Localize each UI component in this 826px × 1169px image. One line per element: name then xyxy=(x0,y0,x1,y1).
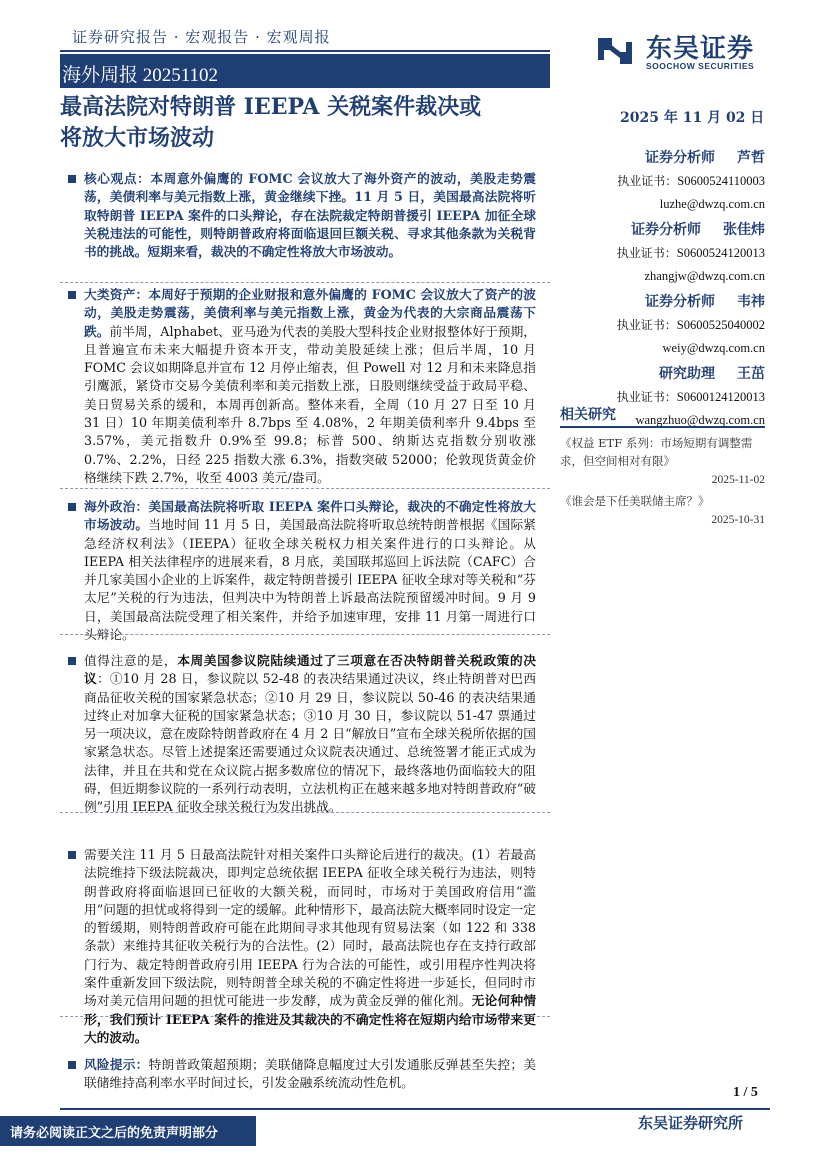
ruling-paragraph xyxy=(66,846,537,1045)
cert-number: S0600524120013 xyxy=(676,246,765,260)
logo-english-name: SOOCHOW SECURITIES xyxy=(646,61,755,71)
analyst-entry xyxy=(560,146,765,216)
asset-lead: 大类资产：本周好于预期的企业财报和意外偏鹰的 FOMC 会议放大了资产的波动，美股走势震荡，美债利率与美元指数上涨，黄金为代表的大宗商品震荡下跌。 xyxy=(84,287,536,339)
footer-divider xyxy=(60,1108,770,1110)
analyst-name: 王茁 xyxy=(737,366,765,382)
institute-name: 东吴证券研究所 xyxy=(638,1114,744,1132)
related-research-date: 2025-11-02 xyxy=(711,474,765,486)
divider xyxy=(60,634,550,635)
divider xyxy=(60,488,550,489)
senate-intro: 值得注意的是， xyxy=(84,653,178,668)
cert-number: S0600525040002 xyxy=(676,318,765,332)
senate-lead: 本周美国参议院陆续通过了三项意在否决特朗普关税政策的决议 xyxy=(84,653,536,687)
analyst-name: 芦哲 xyxy=(737,150,765,166)
divider xyxy=(60,1016,550,1017)
report-series: 海外周报 20251102 xyxy=(62,65,219,86)
report-title-line1: 最高法院对特朗普 IEEPA 关税案件裁决或 xyxy=(60,94,482,120)
asset-text: 前半周，Alphabet、亚马逊为代表的美股大型科技企业财报整体好于预期，且普遍宣布未来大幅提升资本开支，带动美股延续上涨；但后半周，10 月 FOMC 会议如期降息并宣布 12 月停止缩表，但 Powell 对 12 月和未来降息指引鹰派，紧贷市交易今美债利率和美元指数上涨，日股则继续受益于政局平稳、美日贸易关系的缓和，本周再创新高。整体来看，全周（10 月 27 日至 10 月 31 日）10 年期美债利率升 8.7bps 至 4.08%，2 年期美债利率升 9.4bps 至 3.57%，美元指数升 0.9%至 99.8；标普 500、纳斯达克指数分别收涨 0.7%、2.2%，日经 225 指数大涨 6.3%，指数突破 52000；伦敦现货黄金价格继续下跌 2.7%，收至 4003 美元/盎司。 xyxy=(84,323,536,485)
analyst-email[interactable]: weiy@dwzq.com.cn xyxy=(662,341,765,355)
cert-number: S0600524110003 xyxy=(677,174,765,188)
report-date: 2025 年 11 月 02 日 xyxy=(620,110,765,126)
analyst-email[interactable]: zhangjw@dwzq.com.cn xyxy=(644,269,765,283)
report-title-line2: 将放大市场波动 xyxy=(60,125,215,151)
politics-paragraph xyxy=(66,498,536,643)
related-research-date: 2025-10-31 xyxy=(711,514,765,526)
related-research-title: 相关研究 xyxy=(560,404,765,428)
analyst-entry xyxy=(560,218,765,288)
related-research xyxy=(560,404,765,526)
divider xyxy=(60,282,550,283)
page-number: 1 / 5 xyxy=(733,1085,758,1100)
logo-chinese-name: 东吴证券 xyxy=(646,34,755,64)
politics-text: 当地时间 11 月 5 日，美国最高法院将听取总统特朗普根据《国际紧急经济权利法》（IEEPA）征收全球关税权力相关案件进行的口头辩论。从 IEEPA 相关法律程序的进展来看，8 月底，美国联邦巡回上诉法院（CAFC）合并几家美国小企业的上诉案件，裁定特朗普援引 IEEPA 征收全球对等关税和“芬太尼”关税的行为违法，但判决中为特朗普上诉最高法院预留缓冲时间。9 月 9 日，美国最高法院受理了相关案件，并给予加速审理，安排 11 月第一周进行口头辩论。 xyxy=(84,517,536,643)
analyst-role: 证券分析师 xyxy=(631,222,701,238)
disclaimer-text: 请务必阅读正文之后的免责声明部分 xyxy=(10,1126,219,1141)
analyst-name: 张佳炜 xyxy=(723,222,765,238)
politics-lead: 海外政治：美国最高法院将听取 IEEPA 案件口头辩论，裁决的不确定性将放大市场波动。 xyxy=(84,499,536,533)
analyst-email[interactable]: luzhe@dwzq.com.cn xyxy=(659,197,765,211)
analyst-name: 韦祎 xyxy=(737,294,765,310)
analyst-role: 研究助理 xyxy=(659,366,715,382)
asset-paragraph xyxy=(66,286,536,485)
report-body xyxy=(66,170,536,1093)
risk-lead: 风险提示： xyxy=(84,1057,149,1072)
cert-number: S0600124120013 xyxy=(676,390,765,404)
report-category: 证券研究报告 · 宏观报告 · 宏观周报 xyxy=(72,28,331,46)
divider xyxy=(60,812,550,813)
cert-label: 执业证书： xyxy=(616,318,677,332)
analyst-list xyxy=(560,146,765,434)
ruling-text: 需要关注 11 月 5 日最高法院针对相关案件口头辩论后进行的裁决。(1）若最高法院维持下级法院裁决，即判定总统依据 IEEPA 征收全球关税行为违法，则特朗普政府将面临退回已征收的大额关税，而同时，市场对于美国政府信用“滥用”问题的担忧或将得到一定的缓解。此种情形下，最高法院大概率同时设定一定的暂缓期，则特朗普政府可能在此期间寻求其他现有贸易法案（如 122 和 338 条款）来维持其征收关税行为的合法性。(2）同时，最高法院也存在支持行政部门行为、裁定特朗普政府引用 IEEPA 行为合法的可能性，或引用程序性判决将案件重新发回下级法院，则特朗普全球关税的不确定性将进一步延长，但同时市场对美元信用问题的担忧可能进一步发酵，成为黄金反弹的催化剂。 xyxy=(84,847,536,1009)
senate-paragraph xyxy=(66,652,536,826)
senate-text: ：①10 月 28 日，参议院以 52-48 的表决结果通过决议，终止特朗普对巴西商品征收关税的国家紧急状态；②10 月 29 日，参议院以 50-46 的表决结果通过终止对加拿大征税的国家紧急状态；③10 月 30 日，参议院以 51-47 票通过另一项决议，意在废除特朗普政府在 4 月 2 日“解放日”宣布全球关税所依据的国家紧急状态。尽管上述提案还需要通过众议院表决通过、总统签署才能正式成为法律，并且在共和党在众议院占据多数席位的情况下，最终落地仍面临较大的阻碍，但近期参议院的一系列行动表明，立法机构正在越来越多地对特朗普政府“破例”引用 IEEPA 征收全球关税行为发出挑战。 xyxy=(84,671,537,815)
core-view-text: 核心观点：本周意外偏鹰的 FOMC 会议放大了海外资产的波动，美股走势震荡，美债利率与美元指数上涨，黄金继续下挫。11 月 5 日，美国最高法院将听取特朗普 IEEPA 案件的口头辩论，存在法院裁定特朗普援引 IEEPA 加征全球关税违法的可能性，则特朗普政府将面临退回巨额关税、寻求其他条款为关税背书的挑战。短期来看，裁决的不确定性将放大市场波动。 xyxy=(84,171,536,260)
related-research-item[interactable]: 《谁会是下任美联储主席？》 xyxy=(560,494,710,508)
soochow-logo-icon xyxy=(594,30,636,72)
core-view-paragraph xyxy=(66,170,536,274)
cert-label: 执业证书： xyxy=(616,390,677,404)
report-category-bar xyxy=(60,16,550,52)
analyst-role: 证券分析师 xyxy=(645,150,715,166)
report-series-band xyxy=(60,54,550,88)
risk-text: 特朗普政策超预期；美联储降息幅度过大引发通胀反弹甚至失控；美联储维持高利率水平时间过长，引发金融系统流动性危机。 xyxy=(84,1057,537,1091)
disclaimer-banner xyxy=(0,1116,256,1146)
report-title xyxy=(60,92,560,154)
analyst-email[interactable]: wangzhuo@dwzq.com.cn xyxy=(635,413,765,427)
analyst-role: 证券分析师 xyxy=(645,294,715,310)
cert-label: 执业证书： xyxy=(616,246,677,260)
related-research-item[interactable]: 《权益 ETF 系列：市场短期有调整需求，但空间相对有限》 xyxy=(560,436,753,468)
analyst-entry xyxy=(560,290,765,360)
risk-paragraph xyxy=(66,1056,536,1093)
ruling-conclusion: 无论何种情形，我们预计 IEEPA 案件的推进及其裁决的不确定性将在短期内给市场带来更大的波动。 xyxy=(84,993,537,1045)
cert-label: 执业证书： xyxy=(617,174,678,188)
soochow-logo xyxy=(594,28,774,74)
